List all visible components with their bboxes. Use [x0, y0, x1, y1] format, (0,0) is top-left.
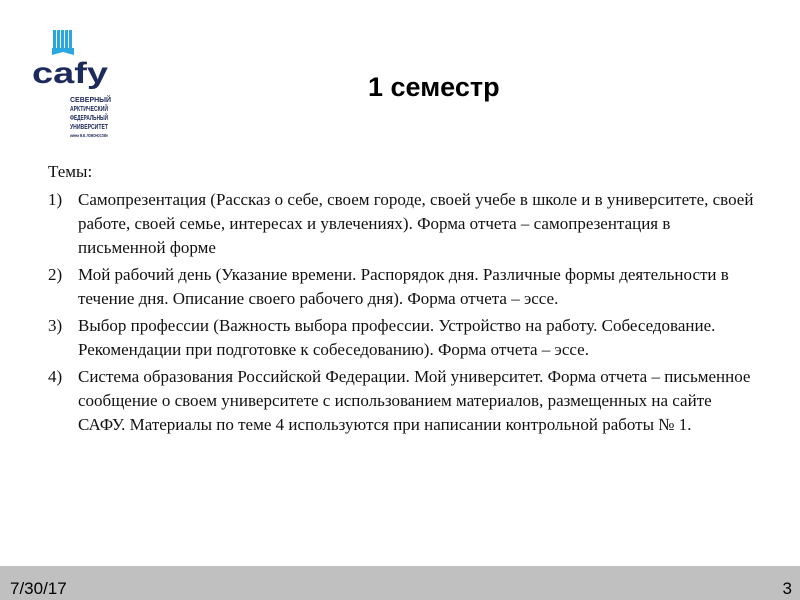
item-number: 4): [48, 367, 63, 386]
university-logo: [30, 28, 127, 150]
svg-text:ФЕДЕРАЛЬНЫЙ: ФЕДЕРАЛЬНЫЙ: [70, 115, 127, 122]
item-text: Самопрезентация (Рассказ о себе, своем городе, своей учебе в школе и в университете, своей работе, своей семье, интересах и увлечениях). Форма отчета – самопрезентация в письменной форме: [78, 190, 754, 257]
item-text: Система образования Российской Федерации. Мой университет. Форма отчета – письменное сообщение о своем университете с использованием материалов, размещенных на сайте САФУ. Материалы по теме 4 используются при написании контрольной работы № 1.: [78, 367, 751, 434]
list-item: [48, 365, 758, 437]
svg-text:cafy: cafy: [32, 57, 109, 90]
list-item: [48, 314, 758, 362]
list-item: [48, 188, 758, 260]
page-number: 3: [782, 579, 792, 598]
item-number: 1): [48, 190, 63, 209]
svg-text:СЕВЕРНЫЙ: СЕВЕРНЫЙ: [70, 97, 112, 104]
footer-date: 7/30/17: [10, 579, 67, 598]
item-text: Мой рабочий день (Указание времени. Распорядок дня. Различные формы деятельности в течение дня. Описание своего рабочего дня). Форма отчета – эссе.: [78, 265, 729, 308]
topics-label: Темы:: [48, 162, 93, 181]
list-item: [48, 263, 758, 311]
footer-bar: [0, 566, 800, 600]
item-number: 2): [48, 265, 63, 284]
item-number: 3): [48, 316, 63, 335]
slide-title: 1 семестр: [368, 72, 500, 102]
svg-text:УНИВЕРСИТЕТ: УНИВЕРСИТЕТ: [70, 124, 109, 131]
svg-text:имени М.В. ЛОМОНОСОВА: имени М.В. ЛОМОНОСОВА: [70, 133, 109, 138]
slide-content: [48, 160, 758, 440]
item-text: Выбор профессии (Важность выбора профессии. Устройство на работу. Собеседование. Рекомендации при подготовке к собеседованию). Форма отчета – эссе.: [78, 316, 716, 359]
svg-text:АРКТИЧЕСКИЙ: АРКТИЧЕСКИЙ: [70, 106, 123, 113]
